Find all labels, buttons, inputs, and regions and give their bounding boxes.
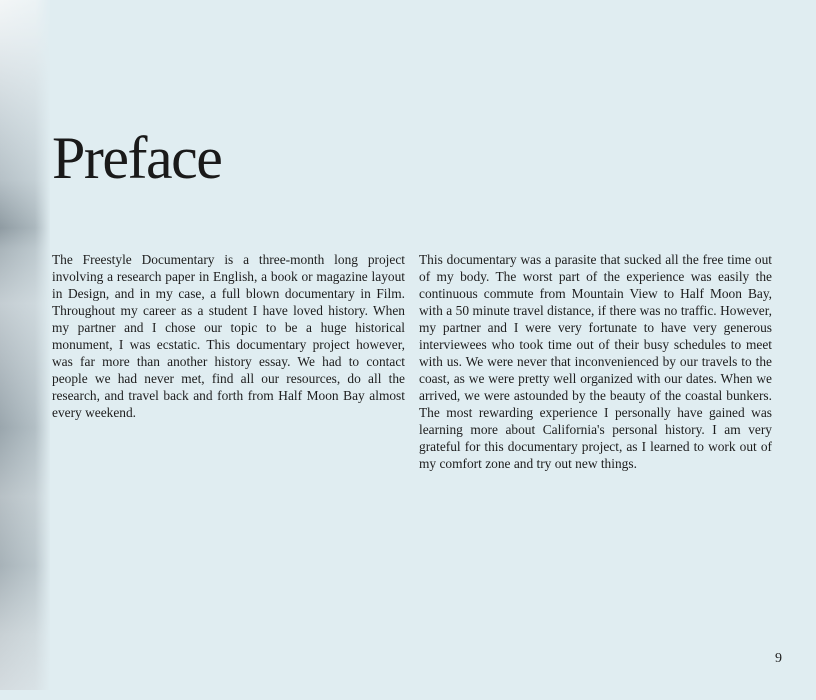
body-column-left: The Freestyle Documentary is a three-month long project involving a research paper in English, a book or magazine layout in Design, and in my case, a full blown documentary in Film. Throughout my career as a student I have loved history. When my partner and I chose our topic to be a huge historical monument, I was ecstatic. This documentary project however, was far more than another history essay. We had to contact people we had never met, find all our resources, do all the research, and travel back and forth from Half Moon Bay almost every weekend.	[52, 252, 405, 420]
page-title: Preface	[52, 125, 222, 191]
photo-strip-bottom	[0, 690, 50, 700]
coastal-photo-strip	[0, 0, 50, 690]
body-column-right: This documentary was a parasite that sucked all the free time out of my body. The worst part of the experience was easily the continuous commute from Mountain View to Half Moon Bay, with a 50 minute travel distance, if there was no traffic. However, my partner and I were very fortunate to have very generous interviewees who took time out of their busy schedules to meet with us. We were never that inconvenienced by our travels to the coast, as we were pretty well organized with our dates. When we arrived, we were astounded by the beauty of the coastal bunkers. The most rewarding experience I personally have gained was learning more about California's personal history. I am very grateful for this documentary project, as I learned to work out of my comfort zone and try out new things.	[419, 252, 772, 471]
page-number: 9	[775, 651, 782, 666]
